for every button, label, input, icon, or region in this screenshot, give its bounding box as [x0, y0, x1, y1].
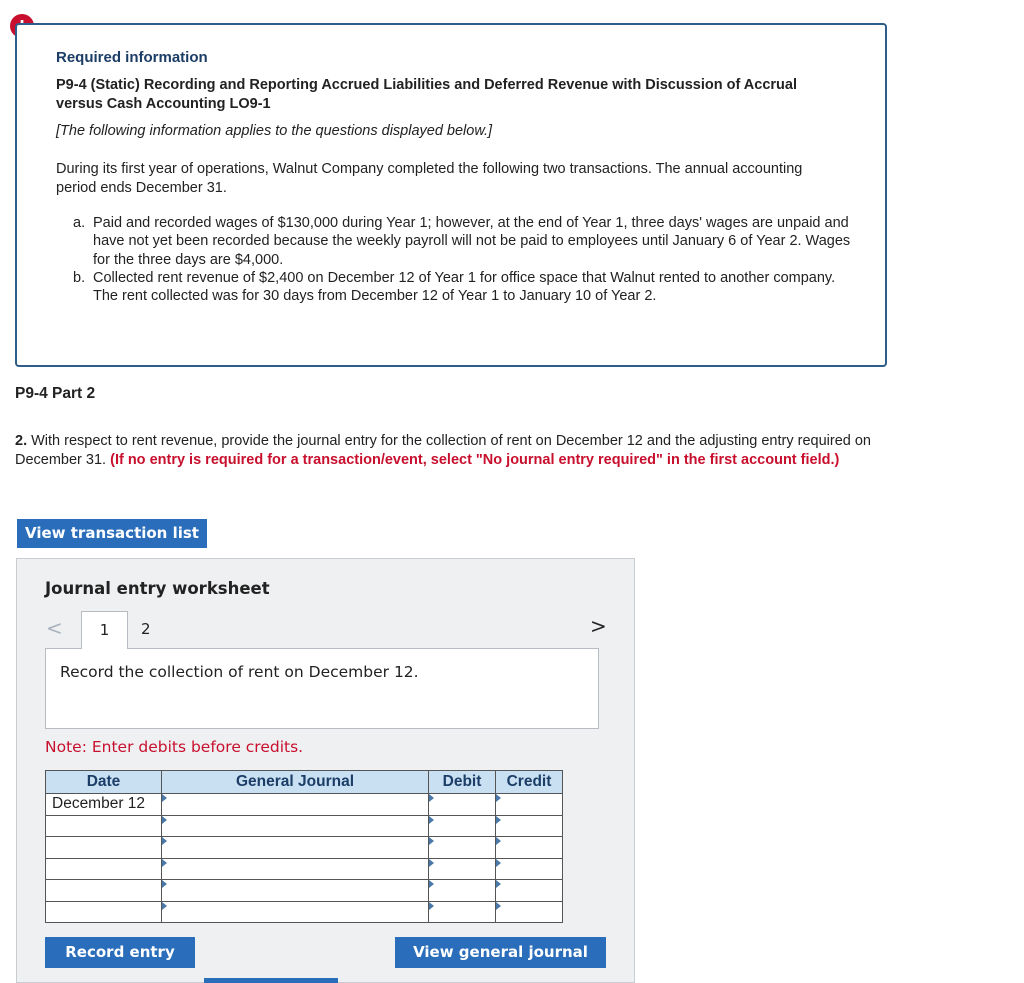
table-row — [46, 837, 563, 859]
question-body: With respect to rent revenue, provide the journal entry for the collection of rent on December 12 and the adjusting entry required on December 31. — [15, 433, 871, 468]
dropdown-marker-icon — [496, 837, 501, 845]
part-title: P9-4 Part 2 — [15, 385, 96, 402]
account-cell[interactable] — [162, 858, 429, 880]
column-header-debit: Debit — [429, 771, 496, 794]
account-cell[interactable] — [162, 880, 429, 902]
dropdown-marker-icon — [496, 859, 501, 867]
entry-description-box — [45, 648, 599, 729]
dropdown-marker-icon — [496, 902, 501, 910]
view-general-journal-button[interactable]: View general journal — [395, 937, 606, 968]
dropdown-marker-icon — [162, 837, 167, 845]
dropdown-marker-icon — [162, 859, 167, 867]
date-cell[interactable] — [46, 901, 162, 923]
dropdown-marker-icon — [496, 794, 501, 802]
date-cell[interactable] — [46, 837, 162, 859]
account-cell[interactable] — [162, 815, 429, 837]
dropdown-marker-icon — [162, 902, 167, 910]
debit-cell[interactable] — [429, 815, 496, 837]
credit-cell[interactable] — [496, 901, 563, 923]
record-entry-button[interactable]: Record entry — [45, 937, 195, 968]
required-information-panel — [15, 23, 887, 367]
debit-cell[interactable] — [429, 837, 496, 859]
debit-cell[interactable] — [429, 901, 496, 923]
list-item-text: Paid and recorded wages of $130,000 during Year 1; however, at the end of Year 1, three days' wages are unpaid and have not yet been recorded because the weekly payroll will not be paid to employees until January 6 of Year 2. Wages for the three days are $4,000. — [93, 215, 851, 268]
credit-cell[interactable] — [496, 815, 563, 837]
dropdown-marker-icon — [429, 816, 434, 824]
table-row — [46, 901, 563, 923]
date-cell[interactable] — [46, 880, 162, 902]
column-header-general-journal: General Journal — [162, 771, 429, 794]
table-row — [46, 815, 563, 837]
date-cell[interactable] — [46, 815, 162, 837]
date-cell[interactable] — [46, 858, 162, 880]
tab-1[interactable]: 1 — [81, 611, 128, 649]
credit-cell[interactable] — [496, 837, 563, 859]
dropdown-marker-icon — [429, 794, 434, 802]
journal-entry-worksheet — [16, 558, 635, 983]
credit-cell[interactable] — [496, 858, 563, 880]
chevron-left-icon[interactable]: < — [46, 616, 63, 640]
dropdown-marker-icon — [496, 816, 501, 824]
list-marker: b. — [73, 269, 86, 286]
credit-cell[interactable] — [496, 880, 563, 902]
dropdown-marker-icon — [162, 816, 167, 824]
transaction-list — [73, 214, 853, 305]
problem-heading: P9-4 (Static) Recording and Reporting Accrued Liabilities and Deferred Revenue with Discussion of Accrual versus Cash Accounting LO9-1 — [56, 77, 797, 112]
dropdown-marker-icon — [429, 902, 434, 910]
table-row — [46, 880, 563, 902]
debit-cell[interactable] — [429, 880, 496, 902]
column-header-date: Date — [46, 771, 162, 794]
list-item — [73, 214, 853, 269]
journal-table — [45, 770, 563, 923]
dropdown-marker-icon — [429, 837, 434, 845]
column-header-credit: Credit — [496, 771, 563, 794]
list-item-text: Collected rent revenue of $2,400 on December 12 of Year 1 for office space that Walnut rented to another company. The rent collected was for 30 days from December 12 of Year 1 to January 10 of Year 2. — [93, 269, 836, 305]
debits-credits-note: Note: Enter debits before credits. — [45, 738, 304, 756]
date-cell[interactable]: December 12 — [46, 794, 162, 816]
chevron-right-icon[interactable]: > — [590, 614, 607, 638]
dropdown-marker-icon — [429, 859, 434, 867]
account-cell[interactable] — [162, 837, 429, 859]
list-marker: a. — [73, 215, 86, 231]
tab-2[interactable]: 2 — [141, 620, 151, 638]
required-information-title: Required information — [56, 49, 208, 66]
question-number: 2. — [15, 433, 28, 449]
view-transaction-list-button[interactable]: View transaction list — [17, 519, 207, 548]
question-text — [15, 432, 885, 469]
table-row — [46, 794, 563, 816]
list-item — [73, 269, 853, 306]
applies-note: [The following information applies to the questions displayed below.] — [56, 123, 493, 139]
partial-button-edge — [204, 978, 338, 983]
debit-cell[interactable] — [429, 794, 496, 816]
question-instruction: (If no entry is required for a transaction/event, select "No journal entry required" in the first account field.) — [110, 451, 840, 468]
entry-description: Record the collection of rent on December 12. — [60, 663, 419, 681]
debit-cell[interactable] — [429, 858, 496, 880]
table-row — [46, 858, 563, 880]
dropdown-marker-icon — [429, 880, 434, 888]
account-cell[interactable] — [162, 901, 429, 923]
problem-intro: During its first year of operations, Walnut Company completed the following two transactions. The annual accounting period ends December 31. — [56, 161, 803, 196]
dropdown-marker-icon — [496, 880, 501, 888]
worksheet-title: Journal entry worksheet — [45, 579, 270, 598]
credit-cell[interactable] — [496, 794, 563, 816]
dropdown-marker-icon — [162, 794, 167, 802]
account-cell[interactable] — [162, 794, 429, 816]
dropdown-marker-icon — [162, 880, 167, 888]
